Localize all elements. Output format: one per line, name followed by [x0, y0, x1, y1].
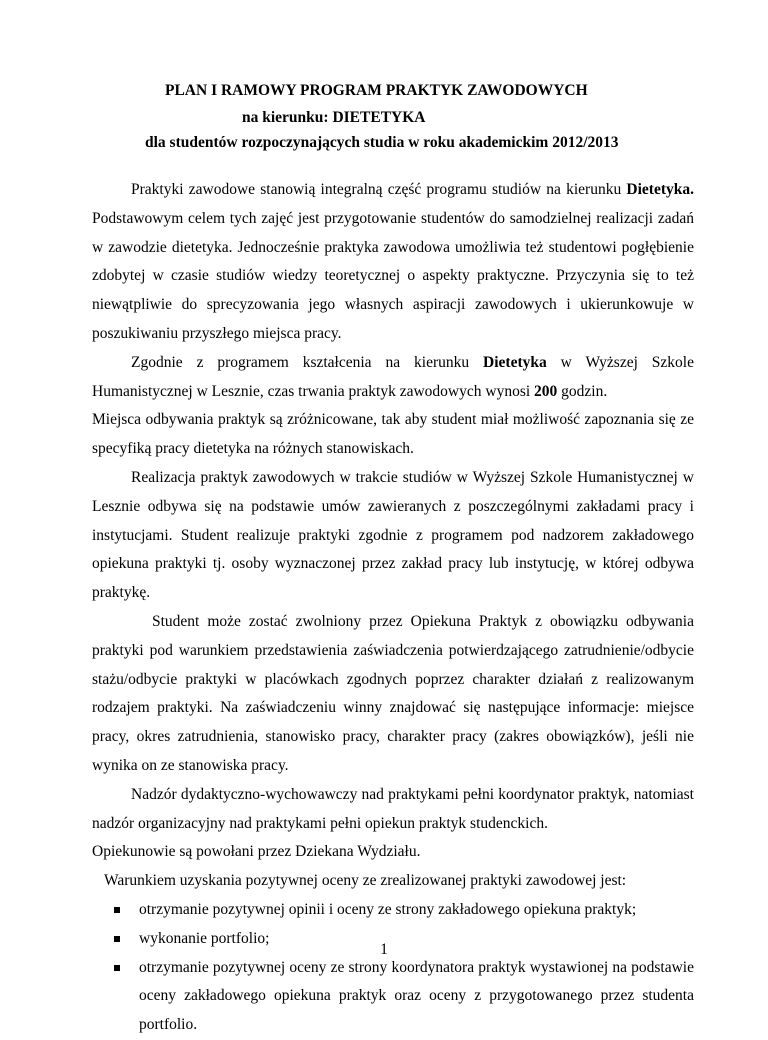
bold-program-name: Dietetyka.	[626, 181, 694, 198]
page-number: 1	[380, 941, 388, 958]
paragraph-exemption: Student może zostać zwolniony przez Opiekuna Praktyk z obowiązku odbywania praktyki pod warunkiem przedstawienia zaświadczenia potwierdzającego zatrudnienie/odbycie stażu/odbycie praktyki w placówkach zgodnych poprzez charakter działań z realizowanym rodzajem praktyki. Na zaświadczeniu winny znajdować się następujące informacje: miejsce pracy, okres zatrudnienia, stanowisko pracy, charakter pracy (zakres obowiązków), jeśli nie wynika on ze stanowiska pracy.	[92, 612, 694, 774]
list-item: otrzymanie pozytywnej opinii i oceny ze strony zakładowego opiekuna praktyk;	[92, 896, 694, 925]
paragraph-realization: Realizacja praktyk zawodowych w trakcie studiów w Wyższej Szkole Humanistycznej w Lesznie odbywa się na podstawie umów zawieranych z poszczególnymi zakładami pracy i instytucjami. Student realizuje praktyki zgodnie z programem pod nadzorem zakładowego opiekuna praktyki tj. osoby wyznaczonej przez zakład pracy lub instytucję, w której odbywa praktykę.	[92, 468, 694, 602]
conditions-list	[92, 896, 694, 1040]
bullet-icon	[114, 965, 120, 971]
paragraph-locations: Miejsca odbywania praktyk są zróżnicowane, tak aby student miał możliwość zapoznania się ze specyfiką pracy dietetyka na różnych stanowiskach.	[92, 411, 694, 458]
list-item: otrzymanie pozytywnej oceny ze strony koordynatora praktyk wystawionej na podstawie oceny zakładowego opiekuna praktyk oraz oceny z przygotowanego przez studenta portfolio.	[92, 954, 694, 1040]
list-item: wykonanie portfolio;	[92, 925, 694, 954]
document-title: PLAN I RAMOWY PROGRAM PRAKTYK ZAWODOWYCH	[165, 82, 588, 99]
document-subtitle: na kierunku: DIETETYKA	[242, 109, 426, 126]
paragraph-supervision: Nadzór dydaktyczno-wychowawczy nad praktykami pełni koordynator praktyk, natomiast nadzór organizacyjny nad praktykami pełni opiekun praktyk studenckich.	[92, 785, 694, 832]
paragraph-intro: Praktyki zawodowe stanowią integralną część programu studiów na kierunku Dietetyka. Podstawowym celem tych zajęć jest przygotowanie studentów do samodzielnej realizacji zadań w zawodzie dietetyka. Jednocześnie praktyka zawodowa umożliwia też studentowi pogłębienie zdobytej w czasie studiów wiedzy teoretycznej o aspekty praktyczne. Przyczynia się to też niewątpliwie do sprecyzowania jego własnych aspiracji zawodowych i ukierunkowuje w poszukiwaniu przyszłego miejsca pracy.	[92, 181, 694, 342]
document-audience: dla studentów rozpoczynających studia w roku akademickim 2012/2013	[145, 134, 619, 151]
paragraph-conditions-intro: Warunkiem uzyskania pozytywnej oceny ze zrealizowanej praktyki zawodowej jest:	[104, 872, 627, 890]
bold-program-name: Dietetyka	[483, 353, 547, 371]
document-body	[92, 176, 694, 1040]
paragraph-supervisors: Opiekunowie są powołani przez Dziekana Wydziału.	[92, 843, 421, 861]
bullet-icon	[114, 907, 120, 913]
paragraph-duration: Zgodnie z programem kształcenia na kierunku Dietetyka w Wyższej Szkole Humanistycznej w Lesznie, czas trwania praktyk zawodowych wynosi 200 godzin.	[92, 353, 694, 400]
bold-hours: 200	[534, 382, 558, 400]
